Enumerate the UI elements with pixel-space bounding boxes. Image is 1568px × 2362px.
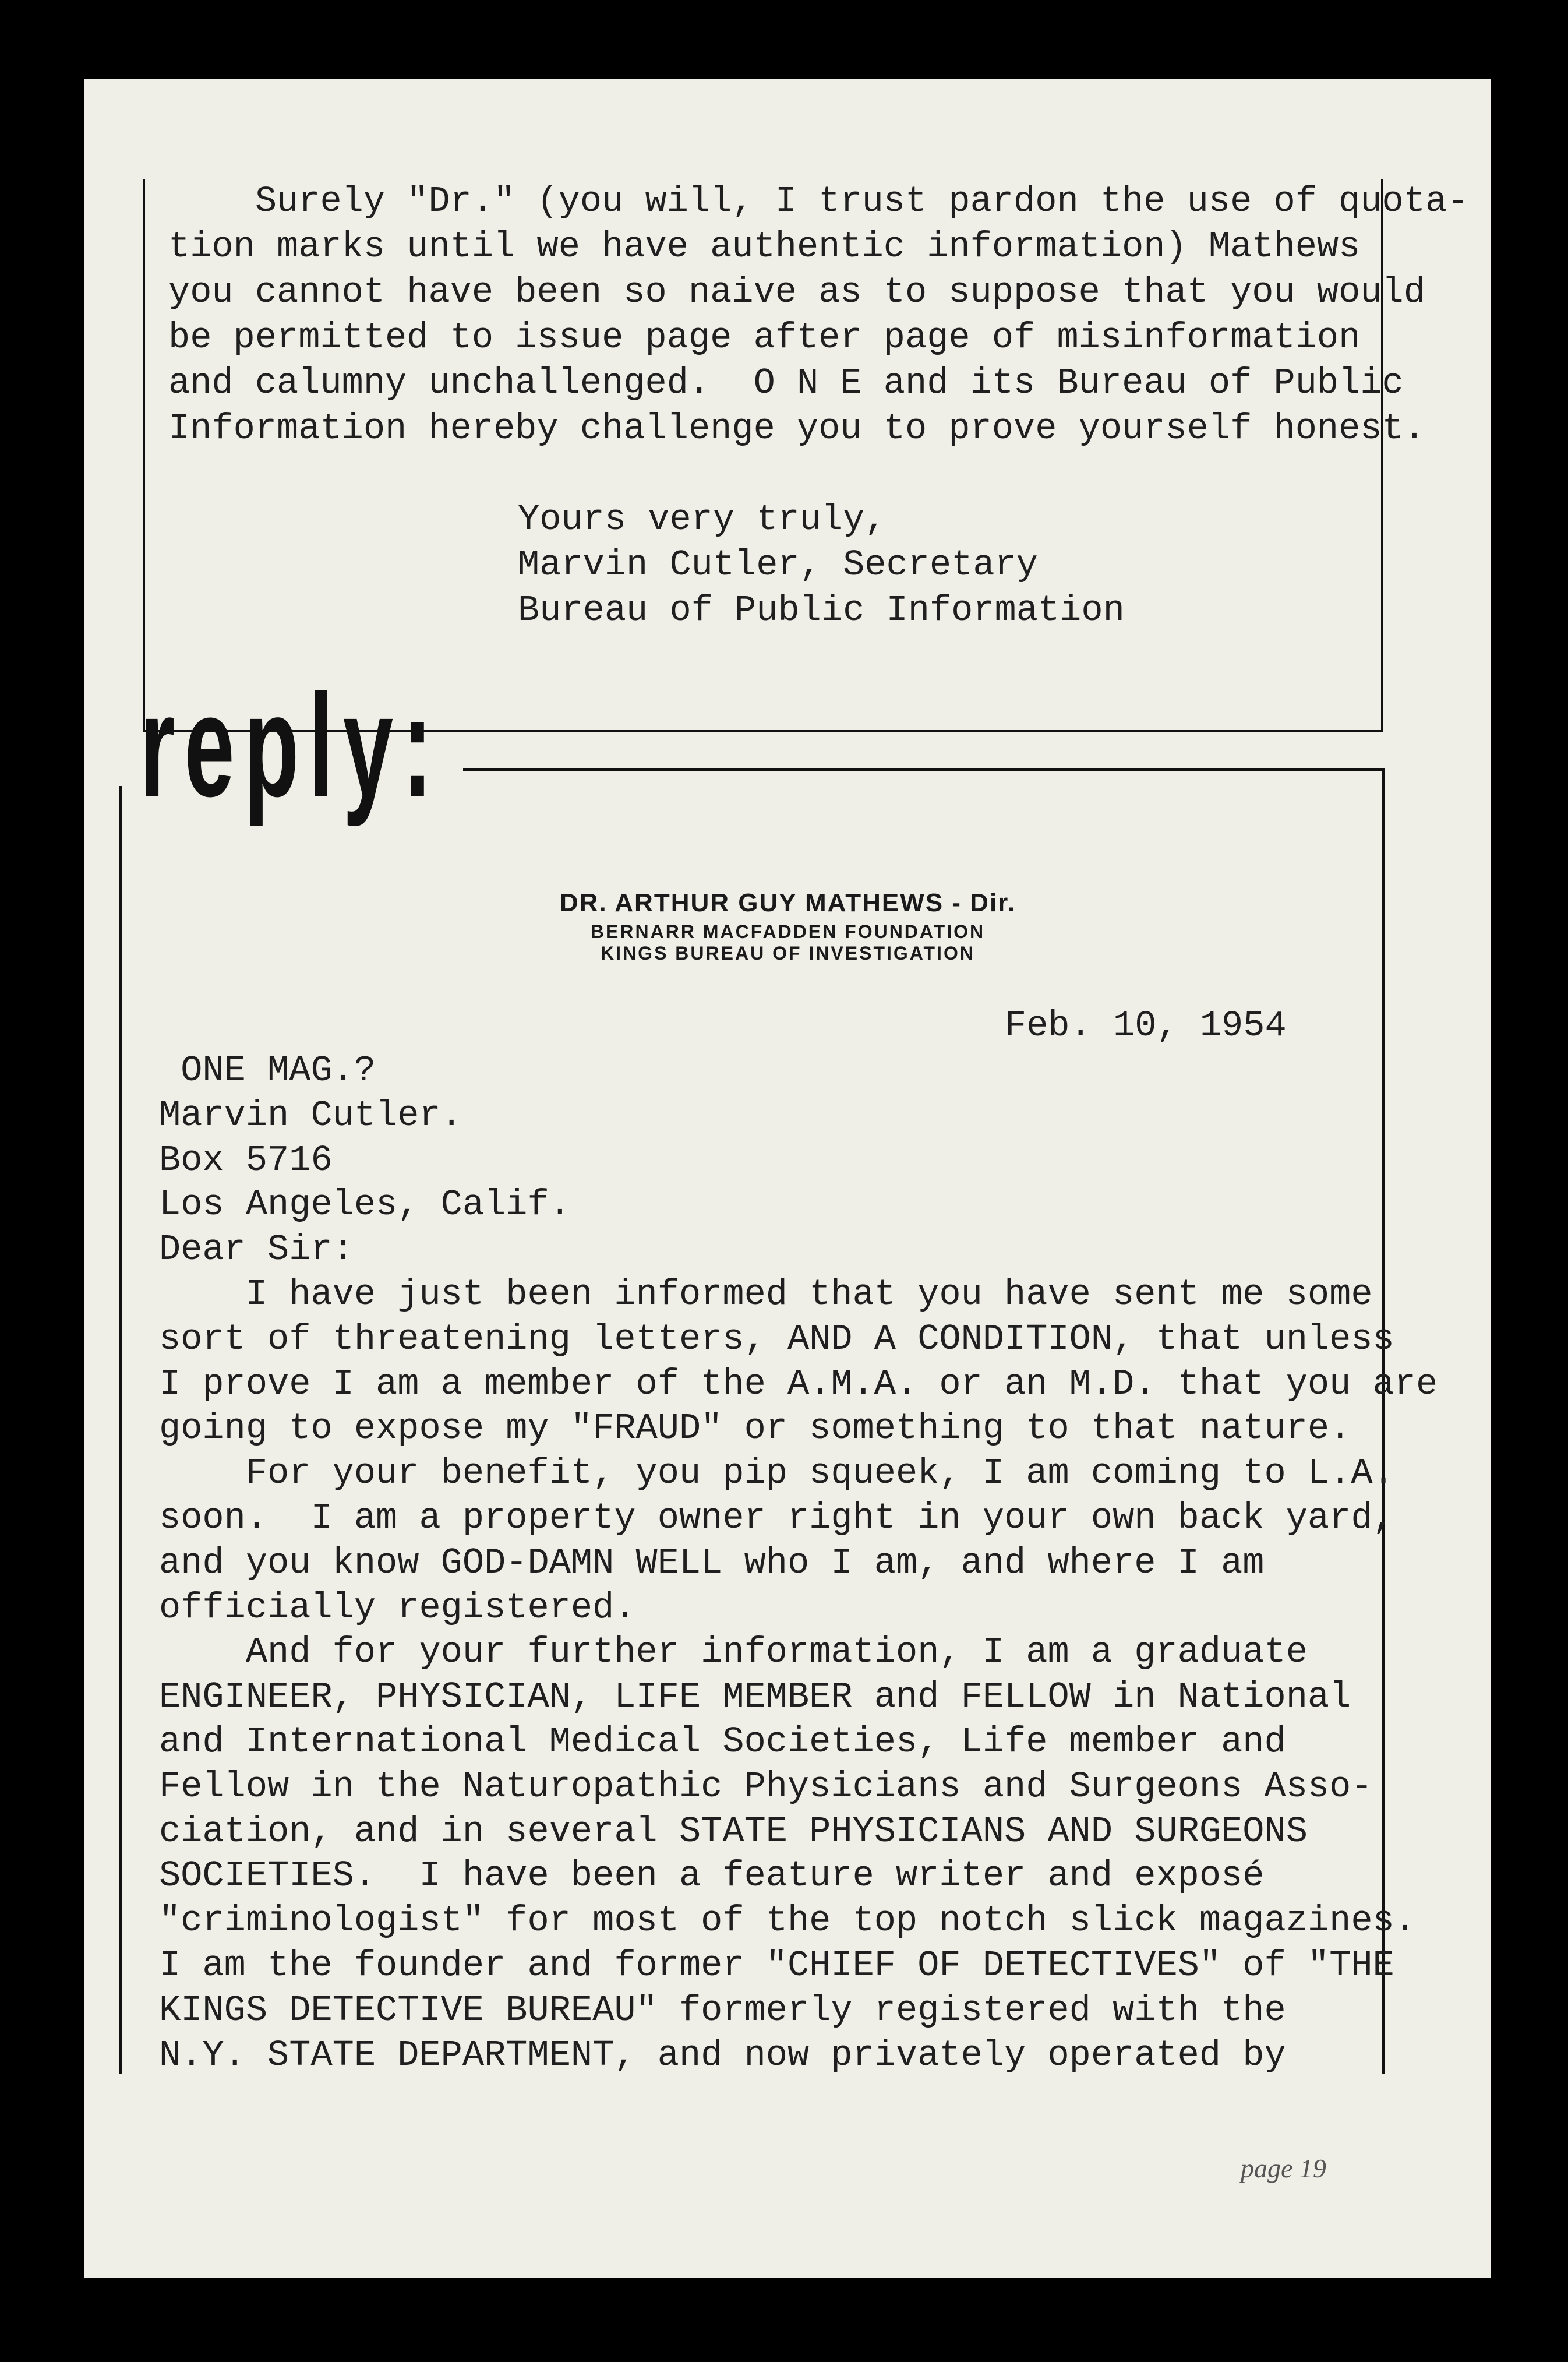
reply-letter-line: ENGINEER, PHYSICIAN, LIFE MEMBER and FELLOW in National <box>159 1676 1351 1718</box>
top-letter-signature <box>518 497 1125 633</box>
top-letter-body <box>168 179 1469 452</box>
reply-letter-line: sort of threatening letters, AND A CONDITION, that unless <box>159 1318 1394 1360</box>
reply-letter-line: going to expose my "FRAUD" or something to that nature. <box>159 1408 1351 1450</box>
closing: Yours very truly, <box>518 499 887 540</box>
letterhead-org-2: KINGS BUREAU OF INVESTIGATION <box>601 943 975 964</box>
reply-letter-line: SOCIETIES. I have been a feature writer and exposé <box>159 1855 1265 1897</box>
page-number: page 19 <box>1241 2153 1326 2183</box>
reply-letter-line: N.Y. STATE DEPARTMENT, and now privately operated by <box>159 2034 1286 2076</box>
reply-letter-line: and you know GOD-DAMN WELL who I am, and where I am <box>159 1542 1265 1584</box>
top-letter-line: be permitted to issue page after page of misinformation <box>168 317 1361 358</box>
top-letter-line: Information hereby challenge you to prove yourself honest. <box>168 408 1425 449</box>
reply-letter-line: Box 5716 <box>159 1139 333 1181</box>
top-letter-box <box>143 179 1469 732</box>
reply-letter-line: "criminologist" for most of the top notch slick magazines. <box>159 1900 1416 1942</box>
reply-letter-line: I am the founder and former "CHIEF OF DETECTIVES" of "THE <box>159 1944 1394 1986</box>
letterhead-name: DR. ARTHUR GUY MATHEWS - Dir. <box>559 889 1016 917</box>
reply-letter-line: Fellow in the Naturopathic Physicians and Surgeons Asso- <box>159 1765 1373 1807</box>
top-letter-line: Surely "Dr." (you will, I trust pardon the use of quota- <box>168 181 1469 222</box>
signer: Marvin Cutler, Secretary <box>518 544 1038 586</box>
reply-letter-line: I prove I am a member of the A.M.A. or an M.D. that you are <box>159 1363 1438 1405</box>
top-letter-line: tion marks until we have authentic information) Mathews <box>168 226 1361 267</box>
reply-letter-line: Marvin Cutler. <box>159 1094 462 1136</box>
reply-letter-line: Los Angeles, Calif. <box>159 1184 571 1226</box>
top-letter-line: you cannot have been so naive as to suppose that you would <box>168 272 1425 313</box>
reply-letter-line: soon. I am a property owner right in your own back yard, <box>159 1497 1394 1539</box>
reply-letter-line: ONE MAG.? <box>159 1050 376 1091</box>
reply-letter-line: ciation, and in several STATE PHYSICIANS AND SURGEONS <box>159 1810 1308 1852</box>
reply-letter-line: officially registered. <box>159 1587 636 1628</box>
reply-letter-body <box>159 1049 1438 2078</box>
reply-letter-line: and International Medical Societies, Life member and <box>159 1721 1286 1762</box>
magazine-page <box>84 79 1491 2278</box>
reply-letter-line: Dear Sir: <box>159 1229 354 1271</box>
signer-org: Bureau of Public Information <box>518 590 1125 631</box>
reply-letter-line: For your benefit, you pip squeek, I am coming to L.A. <box>159 1453 1394 1494</box>
top-letter-line: and calumny unchallenged. O N E and its Bureau of Public <box>168 362 1404 404</box>
reply-heading: reply: <box>140 664 442 827</box>
reply-letter-line: And for your further information, I am a graduate <box>159 1631 1308 1673</box>
reply-letter-line: I have just been informed that you have sent me some <box>159 1273 1373 1315</box>
reply-letter-line: KINGS DETECTIVE BUREAU" formerly registered with the <box>159 1989 1286 2031</box>
letter-date: Feb. 10, 1954 <box>1005 1005 1287 1046</box>
letterhead-org-1: BERNARR MACFADDEN FOUNDATION <box>590 921 986 942</box>
